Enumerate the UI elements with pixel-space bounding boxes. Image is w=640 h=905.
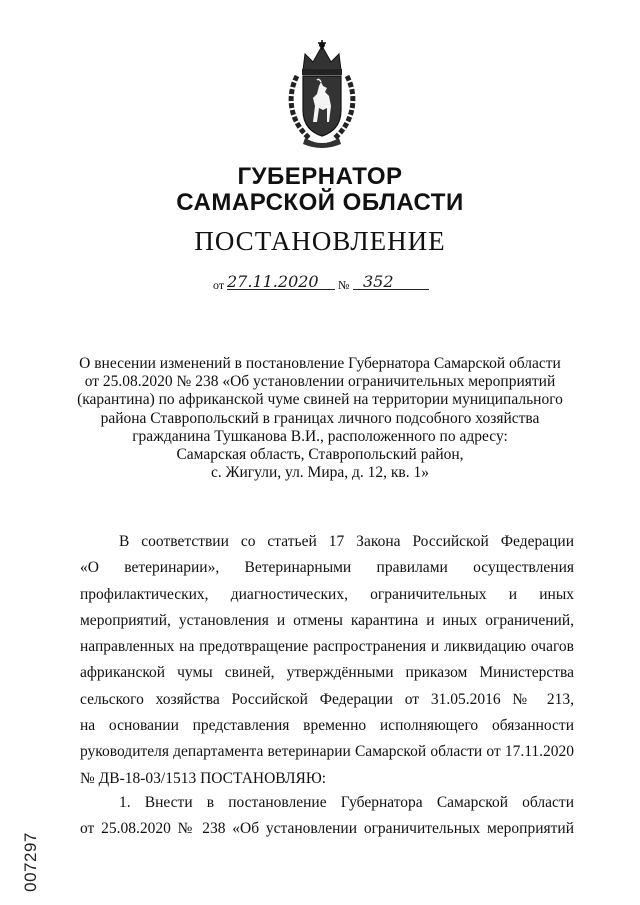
issuer-title-line2: САМАРСКОЙ ОБЛАСТИ <box>176 189 464 216</box>
body-line: африканской чумы свиней, утверждёнными приказом Министерства <box>80 664 574 682</box>
stamp-number: 007297 <box>21 832 40 892</box>
body-line: 1. Внести в постановление Губернатора Самарской области <box>119 794 574 811</box>
number-underline <box>353 289 429 290</box>
date-underline <box>227 289 335 290</box>
subject-line: гражданина Тушканова В.И., расположенного по адресу: <box>132 427 508 445</box>
subject-heading <box>60 355 580 482</box>
subject-line: района Ставропольский в границах личного подсобного хозяйства <box>100 409 540 427</box>
body-line: № ДВ-18-03/1513 ПОСТАНОВЛЯЮ: <box>80 769 327 787</box>
body-line: сельского хозяйства Российской Федерации от 31.05.2016 № 213, <box>80 690 574 708</box>
body-line: В соответствии со статьей 17 Закона Российской Федерации <box>119 533 574 550</box>
body-line: от 25.08.2020 № 238 «Об установлении ограничительных мероприятий <box>80 820 574 838</box>
date-number-line <box>213 272 433 294</box>
coat-of-arms-emblem <box>283 40 361 152</box>
handwritten-number: 352 <box>363 272 394 291</box>
body-line: на основании представления временно исполняющего обязанности <box>80 717 574 735</box>
subject-line: О внесении изменений в постановление Губернатора Самарской области <box>79 355 561 372</box>
subject-line: с. Жигули, ул. Мира, д. 12, кв. 1» <box>210 464 429 482</box>
clause-1-paragraph <box>80 790 574 843</box>
subject-line: от 25.08.2020 № 238 «Об установлении ограничительных мероприятий <box>84 373 556 391</box>
body-line: профилактических, диагностических, ограничительных и иных <box>80 585 574 603</box>
body-line: «О ветеринарии», Ветеринарными правилами осуществления <box>80 559 574 577</box>
handwritten-date: 27.11.2020 <box>227 272 319 291</box>
issuer-title-line1: ГУБЕРНАТОР <box>237 163 403 190</box>
body-line: руководителя департамента ветеринарии Самарской области от 17.11.2020 <box>80 743 574 761</box>
document-type-title: ПОСТАНОВЛЕНИЕ <box>194 226 446 256</box>
subject-line: Самарская область, Ставропольский район, <box>176 446 464 464</box>
body-line: направленных на предотвращение распространения и ликвидацию очагов <box>80 638 574 656</box>
body-line: мероприятий, установления и отмены карантина и иных ограничений, <box>80 611 574 629</box>
number-label: № <box>338 278 350 292</box>
date-label: от <box>213 278 225 292</box>
preamble-paragraph <box>80 529 574 792</box>
subject-line: (карантина) по африканской чуме свиней на территории муниципального <box>77 391 563 409</box>
margin-registration-stamp <box>16 830 46 894</box>
